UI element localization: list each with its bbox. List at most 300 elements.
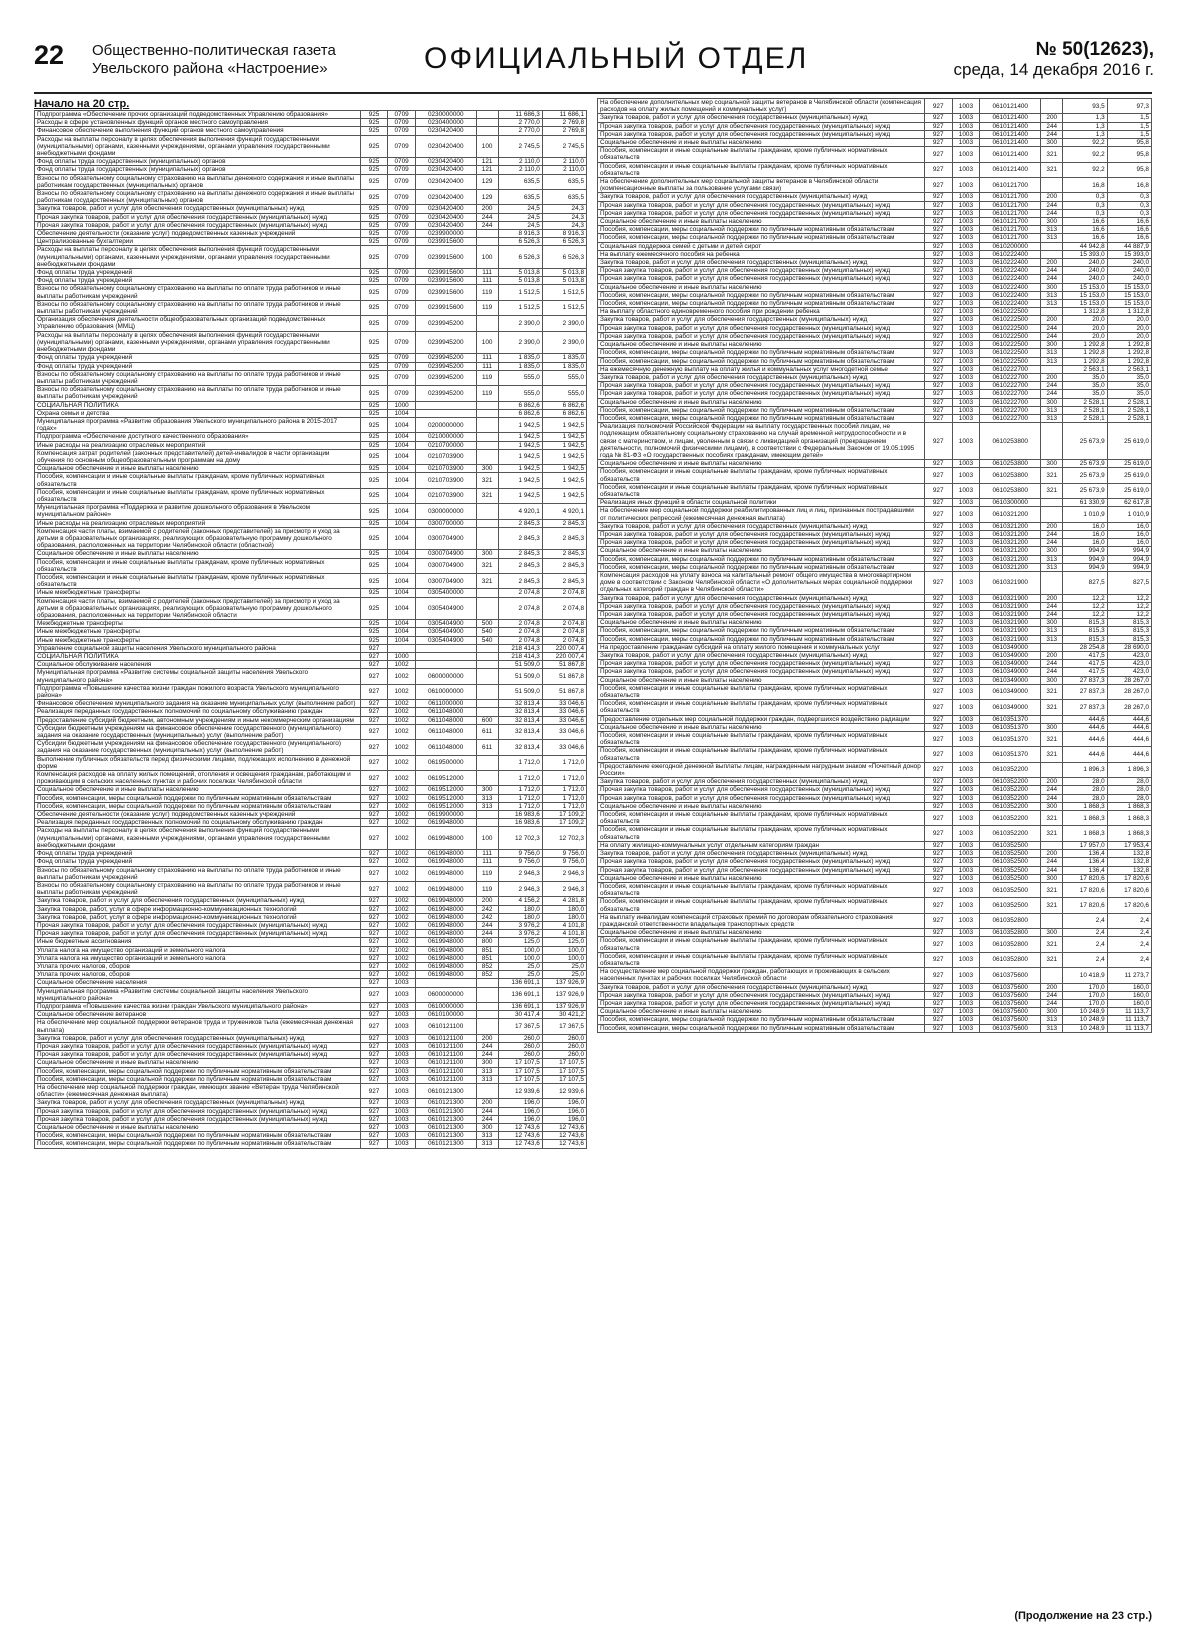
section-code: 1003 — [952, 423, 980, 460]
amount-2017: 815,3 — [1063, 635, 1107, 643]
org-code: 927 — [924, 398, 952, 406]
amount-2017: 17 820,6 — [1063, 874, 1107, 882]
table-row — [598, 242, 1152, 250]
org-code: 925 — [360, 246, 388, 269]
table-row — [598, 99, 1152, 114]
expense-type: 244 — [476, 1051, 498, 1059]
section-code: 0709 — [388, 370, 416, 385]
amount-2018: 15 153,0 — [1107, 283, 1151, 291]
org-code: 927 — [360, 819, 388, 827]
amount-2017: 136 691,1 — [498, 979, 542, 987]
page-header — [34, 38, 1154, 84]
org-code: 927 — [360, 1019, 388, 1034]
amount-2017: 555,0 — [498, 370, 542, 385]
section-code: 1003 — [952, 660, 980, 668]
amount-2017: 10 418,9 — [1063, 968, 1107, 983]
amount-2017: 25,0 — [498, 971, 542, 979]
amount-2018: 25,0 — [542, 971, 586, 979]
section-code: 1003 — [952, 882, 980, 897]
org-code: 927 — [360, 946, 388, 954]
expense-type: 321 — [1041, 147, 1063, 162]
org-code: 927 — [924, 507, 952, 522]
org-code: 927 — [360, 794, 388, 802]
expense-type — [1041, 507, 1063, 522]
section-code: 1003 — [952, 858, 980, 866]
org-code: 927 — [924, 324, 952, 332]
amount-2017: 4 156,2 — [498, 897, 542, 905]
target-code: 0239945200 — [415, 370, 476, 385]
amount-2018: 2 074,8 — [542, 636, 586, 644]
row-name: Пособия, компенсации и иные социальные выплаты гражданам, кроме публичных нормативных обязательств — [598, 952, 925, 967]
target-code: 0210703900 — [415, 465, 476, 473]
table-row — [35, 620, 587, 628]
target-code: 0610375600 — [980, 1008, 1041, 1016]
target-code: 0619948000 — [415, 921, 476, 929]
amount-2018: 11 113,7 — [1107, 1016, 1151, 1024]
table-row — [598, 676, 1152, 684]
target-code: 0610352800 — [980, 937, 1041, 952]
table-row — [598, 858, 1152, 866]
amount-2017: 25 673,9 — [1063, 483, 1107, 498]
org-code: 927 — [924, 802, 952, 810]
amount-2018: 11 686,1 — [542, 111, 586, 119]
amount-2018: 220 007,4 — [542, 653, 586, 661]
org-code: 927 — [360, 1132, 388, 1140]
expense-type — [476, 1083, 498, 1098]
table-row — [598, 723, 1152, 731]
row-name: Межбюджетные трансферты — [35, 620, 361, 628]
target-code: 0610121400 — [980, 147, 1041, 162]
org-code: 927 — [924, 341, 952, 349]
table-row — [35, 1067, 587, 1075]
row-name: Прочая закупка товаров, работ и услуг для обеспечения государственных (муниципальных) нужд — [598, 991, 925, 999]
org-code: 927 — [924, 483, 952, 498]
section-code: 1003 — [952, 193, 980, 201]
table-row — [35, 174, 587, 189]
section-code: 1003 — [952, 275, 980, 283]
row-name: Пособия, компенсации, меры социальной поддержки по публичным нормативным обязательствам — [598, 414, 925, 422]
expense-type: 200 — [476, 205, 498, 213]
row-name: Пособия, компенсации и иные социальные выплаты гражданам, кроме публичных нормативных обязательств — [598, 811, 925, 826]
org-code: 925 — [360, 401, 388, 409]
expense-type — [1041, 968, 1063, 983]
section-code: 1003 — [952, 1024, 980, 1032]
amount-2017: 2 074,8 — [498, 589, 542, 597]
org-code: 927 — [924, 193, 952, 201]
org-code: 927 — [360, 930, 388, 938]
amount-2017: 196,0 — [498, 1107, 542, 1115]
amount-2017: 5 013,8 — [498, 277, 542, 285]
target-code: 0619948000 — [415, 905, 476, 913]
org-code: 925 — [360, 111, 388, 119]
target-code: 0610121400 — [980, 162, 1041, 177]
expense-type — [1041, 913, 1063, 928]
target-code: 0619948000 — [415, 850, 476, 858]
target-code: 0619948000 — [415, 881, 476, 896]
table-row — [35, 488, 587, 503]
table-row — [35, 881, 587, 896]
target-code: 0610121100 — [415, 1059, 476, 1067]
left-column — [34, 98, 587, 1594]
table-row — [598, 468, 1152, 483]
table-row — [598, 349, 1152, 357]
org-code: 925 — [360, 589, 388, 597]
amount-2018: 33 046,6 — [542, 724, 586, 739]
row-name: Закупка товаров, работ и услуг для обеспечения государственных (муниципальных) нужд — [598, 316, 925, 324]
amount-2017: 635,5 — [498, 190, 542, 205]
org-code: 925 — [360, 449, 388, 464]
org-code: 927 — [360, 1099, 388, 1107]
row-name: Пособия, компенсации, меры социальной поддержки по публичным нормативным обязательствам — [598, 291, 925, 299]
org-code: 927 — [924, 316, 952, 324]
amount-2018: 1 835,0 — [542, 362, 586, 370]
table-row — [35, 558, 587, 573]
row-name: Пособия, компенсации, меры социальной поддержки по публичным нормативным обязательствам — [598, 357, 925, 365]
amount-2017: 0,3 — [1063, 201, 1107, 209]
amount-2018: 33 046,6 — [542, 700, 586, 708]
section-code: 1003 — [952, 390, 980, 398]
expense-type — [476, 987, 498, 1002]
section-code: 1003 — [952, 802, 980, 810]
row-name: Пособия, компенсации, меры социальной поддержки по публичным нормативным обязательствам — [598, 627, 925, 635]
table-row — [35, 850, 587, 858]
target-code: 0610349000 — [980, 700, 1041, 715]
expense-type: 244 — [1041, 530, 1063, 538]
row-name: Социальное обеспечение и иные выплаты населению — [598, 341, 925, 349]
org-code: 927 — [924, 357, 952, 365]
amount-2017: 2,4 — [1063, 937, 1107, 952]
amount-2018: 12,2 — [1107, 611, 1151, 619]
expense-type — [476, 979, 498, 987]
section-code: 1003 — [952, 130, 980, 138]
target-code: 0610222700 — [980, 390, 1041, 398]
amount-2018: 2 528,1 — [1107, 414, 1151, 422]
table-row — [598, 308, 1152, 316]
row-name: Пособия, компенсации, меры социальной поддержки по публичным нормативным обязательствам — [598, 234, 925, 242]
table-row — [35, 708, 587, 716]
amount-2018: 17 107,5 — [542, 1067, 586, 1075]
target-code: 0610352200 — [980, 802, 1041, 810]
target-code: 0210700000 — [415, 441, 476, 449]
amount-2018: 17 109,2 — [542, 811, 586, 819]
amount-2017: 815,3 — [1063, 627, 1107, 635]
org-code: 927 — [924, 999, 952, 1007]
amount-2018: 1,5 — [1107, 114, 1151, 122]
target-code: 0610352500 — [980, 874, 1041, 882]
target-code: 0610253800 — [980, 460, 1041, 468]
section-code: 1003 — [952, 563, 980, 571]
amount-2018: 2 845,3 — [542, 550, 586, 558]
expense-type: 321 — [1041, 162, 1063, 177]
expense-type: 300 — [476, 786, 498, 794]
row-name: На выплату областного единовременного пособия при рождении ребенка — [598, 308, 925, 316]
amount-2018: 423,0 — [1107, 668, 1151, 676]
amount-2018: 6 862,6 — [542, 401, 586, 409]
target-code: 0610349000 — [980, 668, 1041, 676]
amount-2017: 16,0 — [1063, 522, 1107, 530]
row-name: Взносы по обязательному социальному страхованию на выплаты по оплате труда работников и иные выплаты работникам учреждений — [35, 300, 361, 315]
table-row — [598, 547, 1152, 555]
amount-2017: 12 702,3 — [498, 827, 542, 850]
row-name: На выплату инвалидам компенсаций страховых премий по договорам обязательного страхования гражданской ответственности владельцев транспортных средств — [598, 913, 925, 928]
org-code: 925 — [360, 213, 388, 221]
org-code: 927 — [360, 716, 388, 724]
target-code: 0619948000 — [415, 938, 476, 946]
amount-2018: 16,6 — [1107, 218, 1151, 226]
org-code: 927 — [360, 661, 388, 669]
table-row — [598, 571, 1152, 594]
amount-2018: 220 007,4 — [542, 644, 586, 652]
section-code: 0709 — [388, 230, 416, 238]
section-code: 1003 — [952, 778, 980, 786]
row-name: Пособия, компенсации, меры социальной поддержки по публичным нормативным обязательствам — [35, 1075, 361, 1083]
row-name: Социальная поддержка семей с детьми и детей сирот — [598, 242, 925, 250]
amount-2017: 17 107,5 — [498, 1067, 542, 1075]
org-code: 925 — [360, 465, 388, 473]
amount-2018: 240,0 — [1107, 267, 1151, 275]
table-row — [598, 507, 1152, 522]
amount-2018: 2 110,0 — [542, 166, 586, 174]
table-row — [598, 778, 1152, 786]
amount-2017: 1 868,3 — [1063, 826, 1107, 841]
target-code: 0610222400 — [980, 275, 1041, 283]
amount-2017: 1 942,5 — [498, 465, 542, 473]
target-code: 0610121400 — [980, 99, 1041, 114]
org-code: 927 — [360, 644, 388, 652]
section-code: 1002 — [388, 669, 416, 684]
expense-type: 244 — [1041, 611, 1063, 619]
row-name: Социальное обслуживание населения — [35, 661, 361, 669]
row-name: Закупка товаров, работ и услуг для обеспечения государственных (муниципальных) нужд — [598, 193, 925, 201]
org-code: 927 — [360, 1059, 388, 1067]
expense-type — [1041, 762, 1063, 777]
row-name: На обеспечение дополнительных мер социальной защиты ветеранов в Челябинской области (компенсационные выплаты за пользование услугами связи) — [598, 178, 925, 193]
section-code: 1003 — [388, 1083, 416, 1098]
row-name: Взносы по обязательному социальному страхованию на выплаты денежного содержания и иные выплаты работникам государственных (муниципальных) органов — [35, 190, 361, 205]
org-code: 927 — [360, 708, 388, 716]
amount-2017: 1 512,5 — [498, 285, 542, 300]
target-code: 0611000000 — [415, 700, 476, 708]
section-code: 1003 — [952, 700, 980, 715]
table-row — [598, 1008, 1152, 1016]
table-row — [35, 409, 587, 417]
section-code: 1002 — [388, 802, 416, 810]
amount-2018: 635,5 — [542, 174, 586, 189]
amount-2017: 2 528,1 — [1063, 398, 1107, 406]
table-row — [598, 250, 1152, 258]
table-row — [35, 716, 587, 724]
table-row — [598, 162, 1152, 177]
amount-2017: 16,0 — [1063, 539, 1107, 547]
org-code: 927 — [924, 332, 952, 340]
amount-2017: 2 946,3 — [498, 866, 542, 881]
amount-2017: 27 837,3 — [1063, 700, 1107, 715]
org-code: 925 — [360, 230, 388, 238]
target-code: 0610352800 — [980, 952, 1041, 967]
amount-2018: 12 743,6 — [542, 1140, 586, 1148]
table-row — [35, 441, 587, 449]
row-name: Закупка товаров, работ, услуг в сфере информационно-коммуникационных технологий — [35, 905, 361, 913]
amount-2017: 1 312,8 — [1063, 308, 1107, 316]
org-code: 927 — [924, 778, 952, 786]
amount-2018: 2 074,8 — [542, 620, 586, 628]
amount-2017: 2 563,1 — [1063, 365, 1107, 373]
section-code: 1003 — [952, 357, 980, 365]
amount-2017: 196,0 — [498, 1099, 542, 1107]
row-name: Расходы на выплаты персоналу в целях обеспечения выполнения функций государственными (муниципальными) органами, казенными учреждениями, органами управления государственными внебюджетными фондами — [35, 135, 361, 158]
row-name: На оплату жилищно-коммунальных услуг отдельным категориям граждан — [598, 841, 925, 849]
expense-type: 121 — [476, 166, 498, 174]
amount-2017: 1 868,3 — [1063, 802, 1107, 810]
row-name: Иные межбюджетные трансферты — [35, 628, 361, 636]
target-code: 0600000000 — [415, 987, 476, 1002]
section-code: 1002 — [388, 684, 416, 699]
section-code: 1003 — [388, 1075, 416, 1083]
org-code: 925 — [360, 441, 388, 449]
row-name: Взносы по обязательному социальному страхованию на выплаты по оплате труда работников и иные выплаты работникам учреждений — [35, 386, 361, 401]
amount-2017: 2 528,1 — [1063, 414, 1107, 422]
org-code: 927 — [924, 406, 952, 414]
target-code: 0610121100 — [415, 1019, 476, 1034]
target-code: 0610321900 — [980, 594, 1041, 602]
table-row — [35, 724, 587, 739]
expense-type: 244 — [1041, 866, 1063, 874]
amount-2017: 2 074,8 — [498, 597, 542, 620]
expense-type: 321 — [476, 573, 498, 588]
section-code: 1003 — [952, 619, 980, 627]
org-code: 927 — [924, 668, 952, 676]
target-code: 0610222400 — [980, 283, 1041, 291]
row-name: Компенсация расходов на оплату жилых помещений, отопления и освещения гражданам, работающим и проживающим в сельских населенных пунктах и рабочих поселках Челябинской области — [35, 771, 361, 786]
target-code: 0619948000 — [415, 897, 476, 905]
section-code: 1003 — [952, 162, 980, 177]
row-name: Прочая закупка товаров, работ и услуг для обеспечения государственных (муниципальных) нужд — [598, 390, 925, 398]
row-name: На ежемесячную денежную выплату на оплату жилья и коммунальных услуг многодетной семье — [598, 365, 925, 373]
expense-type: 300 — [476, 465, 498, 473]
target-code: 0610321900 — [980, 611, 1041, 619]
amount-2017: 1 942,5 — [498, 433, 542, 441]
target-code: 0610222500 — [980, 357, 1041, 365]
expense-type: 851 — [476, 954, 498, 962]
org-code: 927 — [924, 530, 952, 538]
amount-2017: 16,6 — [1063, 226, 1107, 234]
table-row — [35, 636, 587, 644]
amount-2018: 20,0 — [1107, 324, 1151, 332]
section-code: 1003 — [952, 507, 980, 522]
org-code: 927 — [924, 547, 952, 555]
section-code: 1004 — [388, 465, 416, 473]
amount-2017: 27 837,3 — [1063, 676, 1107, 684]
amount-2017: 6 526,3 — [498, 238, 542, 246]
org-code: 927 — [360, 1124, 388, 1132]
org-code: 927 — [924, 627, 952, 635]
amount-2017: 16,6 — [1063, 234, 1107, 242]
target-code: 0239945200 — [415, 386, 476, 401]
org-code: 927 — [924, 267, 952, 275]
expense-type: 300 — [476, 1124, 498, 1132]
amount-2017: 100,0 — [498, 954, 542, 962]
amount-2018: 24,3 — [542, 213, 586, 221]
target-code: 0300704900 — [415, 527, 476, 550]
amount-2018: 137 926,9 — [542, 987, 586, 1002]
amount-2017: 444,6 — [1063, 732, 1107, 747]
section-code: 0709 — [388, 300, 416, 315]
target-code: 0610321900 — [980, 627, 1041, 635]
amount-2017: 417,5 — [1063, 668, 1107, 676]
amount-2018: 25 619,0 — [1107, 423, 1151, 460]
section-code: 1003 — [952, 267, 980, 275]
expense-type: 100 — [476, 246, 498, 269]
table-row — [598, 291, 1152, 299]
expense-type: 200 — [476, 1034, 498, 1042]
amount-2017: 51 509,0 — [498, 684, 542, 699]
amount-2018: 2 845,3 — [542, 519, 586, 527]
org-code: 927 — [924, 1008, 952, 1016]
expense-type — [1041, 643, 1063, 651]
org-code: 927 — [924, 594, 952, 602]
target-code: 0619512000 — [415, 794, 476, 802]
org-code: 927 — [924, 390, 952, 398]
amount-2018: 28,0 — [1107, 778, 1151, 786]
section-code: 1002 — [388, 724, 416, 739]
amount-2018: 17 107,5 — [542, 1075, 586, 1083]
amount-2018: 5 013,8 — [542, 277, 586, 285]
amount-2018: 555,0 — [542, 386, 586, 401]
amount-2017: 170,0 — [1063, 999, 1107, 1007]
amount-2017: 15 153,0 — [1063, 283, 1107, 291]
amount-2018: 2 745,5 — [542, 135, 586, 158]
section-code: 1003 — [952, 283, 980, 291]
section-code: 1003 — [952, 732, 980, 747]
row-name: Прочая закупка товаров, работ и услуг для обеспечения государственных (муниципальных) нужд — [598, 130, 925, 138]
section-code: 1003 — [952, 1008, 980, 1016]
row-name: Подпрограмма «Повышение качества жизни граждан Увельского муниципального района» — [35, 1002, 361, 1010]
target-code: 0610121400 — [980, 130, 1041, 138]
target-code: 0611048000 — [415, 716, 476, 724]
section-code: 1002 — [388, 661, 416, 669]
amount-2018: 994,9 — [1107, 555, 1151, 563]
section-code: 1003 — [952, 668, 980, 676]
amount-2017: 15 393,0 — [1063, 250, 1107, 258]
row-name: Прочая закупка товаров, работ и услуг для обеспечения государственных (муниципальных) нужд — [598, 539, 925, 547]
target-code: 0611048000 — [415, 740, 476, 755]
amount-2018: 2 390,0 — [542, 331, 586, 354]
org-code: 925 — [360, 628, 388, 636]
amount-2018: 33 046,6 — [542, 716, 586, 724]
amount-2018: 137 926,9 — [542, 1002, 586, 1010]
amount-2018: 16,6 — [1107, 234, 1151, 242]
table-row — [35, 205, 587, 213]
row-name: Социальное обеспечение и иные выплаты населению — [598, 218, 925, 226]
amount-2018: 1 712,0 — [542, 755, 586, 770]
table-row — [35, 905, 587, 913]
org-code: 927 — [360, 653, 388, 661]
amount-2018: 196,0 — [542, 1107, 586, 1115]
amount-2018: 2,4 — [1107, 952, 1151, 967]
section-code: 1003 — [952, 147, 980, 162]
table-row — [35, 930, 587, 938]
org-code: 927 — [924, 373, 952, 381]
expense-type — [1041, 365, 1063, 373]
amount-2018: 1 835,0 — [542, 354, 586, 362]
table-row — [35, 819, 587, 827]
expense-type: 321 — [1041, 732, 1063, 747]
section-code: 1003 — [952, 539, 980, 547]
org-code: 925 — [360, 331, 388, 354]
target-code: 0610352500 — [980, 841, 1041, 849]
table-row — [35, 354, 587, 362]
amount-2017: 2 946,3 — [498, 881, 542, 896]
